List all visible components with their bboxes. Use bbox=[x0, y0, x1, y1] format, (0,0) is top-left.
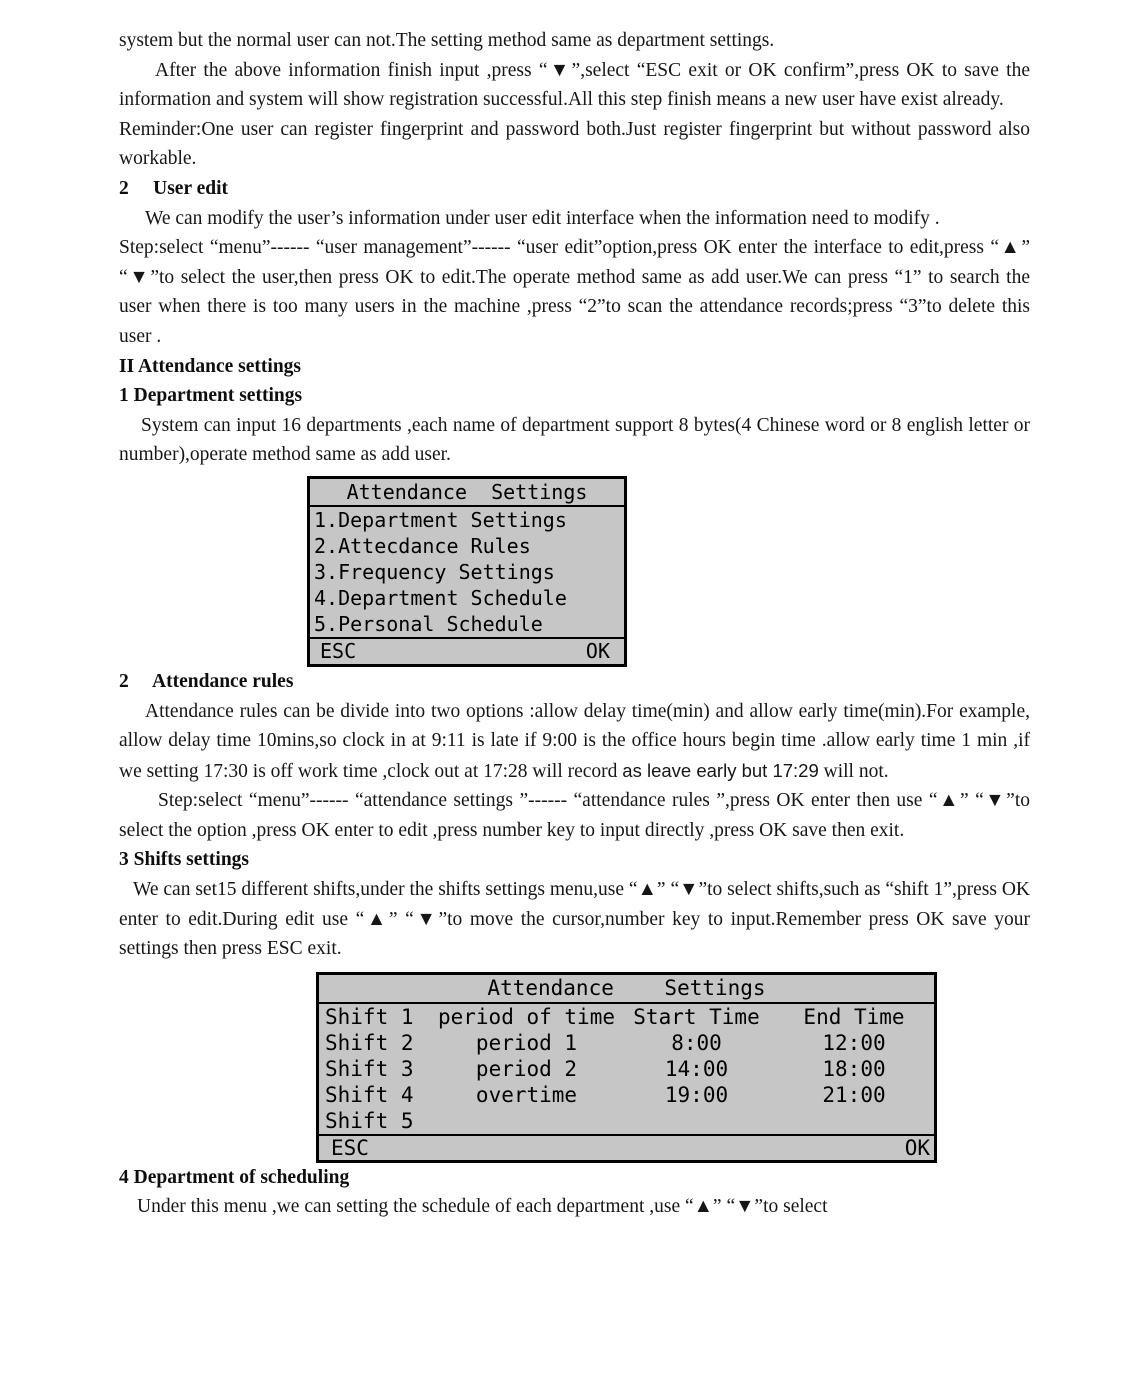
paragraph-user-edit-intro: We can modify the user’s information under user edit interface when the information need to modify . bbox=[145, 207, 940, 229]
esc-softkey-label: ESC bbox=[320, 638, 357, 663]
shift-cell bbox=[774, 1108, 934, 1134]
rules-text-serif-1: Attendance rules can be divide into two options :allow delay time(min) and allow early time(min).For example, allow delay time 10mins,so clock in at 9:11 is late if 9:00 is the office hours begin time .allow early time 1 min ,if we setting 17:30 is off work time ,clock out at 17:28 will record bbox=[119, 700, 1030, 782]
shift-cell bbox=[434, 1108, 619, 1134]
shift-cell: Shift 3 bbox=[325, 1056, 414, 1081]
page-text-column bbox=[119, 26, 1030, 1222]
paragraph-reminder: Reminder:One user can register fingerprint and password both.Just register fingerprint but without password also workable. bbox=[119, 118, 1030, 170]
shift-cell: 8:00 bbox=[671, 1030, 722, 1055]
ok-softkey-label: OK bbox=[904, 1135, 930, 1160]
lcd-menu-footer bbox=[310, 637, 624, 664]
shift-cell: Shift 5 bbox=[325, 1108, 414, 1133]
ok-softkey-label: OK bbox=[585, 638, 610, 663]
heading-shifts-settings: 3 Shifts settings bbox=[119, 849, 250, 871]
shift-cell: period 2 bbox=[475, 1056, 578, 1081]
heading-department-settings: 1 Department settings bbox=[119, 385, 303, 407]
shift-cell: 19:00 bbox=[664, 1082, 729, 1107]
shift-cell: Shift 2 bbox=[325, 1030, 414, 1055]
shift-cell bbox=[619, 1108, 774, 1134]
menu-item-frequency-settings: 3.Frequency Settings bbox=[314, 559, 555, 584]
shift-cell: Shift 4 bbox=[325, 1082, 414, 1107]
shift-cell: Start Time bbox=[633, 1004, 760, 1029]
shift-cell: 14:00 bbox=[664, 1056, 729, 1081]
esc-softkey-label: ESC bbox=[331, 1135, 369, 1160]
shift-settings-screen bbox=[316, 972, 937, 1163]
shift-table bbox=[319, 1004, 934, 1134]
lcd-menu-title: Attendance Settings bbox=[310, 479, 624, 507]
menu-item-attendance-rules: 2.Attecdance Rules bbox=[314, 533, 531, 558]
lcd-shift-footer bbox=[319, 1134, 934, 1160]
attendance-settings-menu-screen bbox=[307, 476, 627, 667]
rules-text-sans: as leave early but 17:29 bbox=[622, 759, 819, 781]
paragraph-register-confirm: After the above information finish input ,press “▼”,select “ESC exit or OK confirm”,press OK to save the information and system will show registration successful.All this step finish means a new user have exist already. bbox=[119, 59, 1030, 111]
paragraph-attendance-rules bbox=[119, 697, 1030, 787]
shift-cell: period of time bbox=[437, 1004, 615, 1029]
paragraph-department-scheduling: Under this menu ,we can setting the schedule of each department ,use “▲” “▼”to select bbox=[137, 1196, 828, 1218]
shift-cell: Shift 1 bbox=[325, 1004, 414, 1029]
rules-text-serif-2: will not. bbox=[818, 760, 889, 782]
paragraph-user-edit-steps: Step:select “menu”------ “user management”------ “user edit”option,press OK enter the interface to edit,press “▲” “▼”to select the user,then press OK to edit.The operate method same as add user.We can press “1” to search the user when there is too many users in the machine ,press “2”to scan the attendance records;press “3”to delete this user . bbox=[119, 237, 1030, 347]
paragraph-department-settings: System can input 16 departments ,each name of department support 8 bytes(4 Chinese word or 8 english letter or number),operate method same as add user. bbox=[119, 414, 1030, 466]
paragraph-shifts-settings: We can set15 different shifts,under the shifts settings menu,use “▲” “▼”to select shifts,such as “shift 1”,press OK enter to edit.During edit use “▲” “▼”to move the cursor,number key to input.Remember press OK save your settings then press ESC exit. bbox=[119, 879, 1030, 960]
paragraph-attendance-rules-steps: Step:select “menu”------ “attendance settings ”------ “attendance rules ”,press OK enter then use “▲” “▼”to select the option ,press OK enter to edit ,press number key to input directly ,press OK save then exit. bbox=[119, 790, 1030, 841]
shift-cell: 21:00 bbox=[822, 1082, 886, 1107]
shift-cell: 18:00 bbox=[822, 1056, 886, 1081]
shift-cell: overtime bbox=[475, 1082, 578, 1107]
paragraph-admin-note: system but the normal user can not.The setting method same as department settings. bbox=[119, 30, 775, 51]
shift-cell: End Time bbox=[803, 1004, 905, 1029]
heading-user-edit: 2 User edit bbox=[119, 177, 229, 199]
heading-attendance-section: II Attendance settings bbox=[119, 355, 302, 377]
shift-cell: period 1 bbox=[475, 1030, 578, 1055]
shift-cell: 12:00 bbox=[822, 1030, 886, 1055]
menu-item-department-schedule: 4.Department Schedule bbox=[314, 585, 567, 610]
menu-item-personal-schedule: 5.Personal Schedule bbox=[314, 611, 543, 636]
lcd-shift-title: Attendance Settings bbox=[319, 975, 934, 1004]
heading-department-scheduling: 4 Department of scheduling bbox=[119, 1166, 350, 1188]
heading-attendance-rules: 2 Attendance rules bbox=[119, 670, 294, 692]
menu-item-department-settings: 1.Department Settings bbox=[314, 507, 567, 532]
